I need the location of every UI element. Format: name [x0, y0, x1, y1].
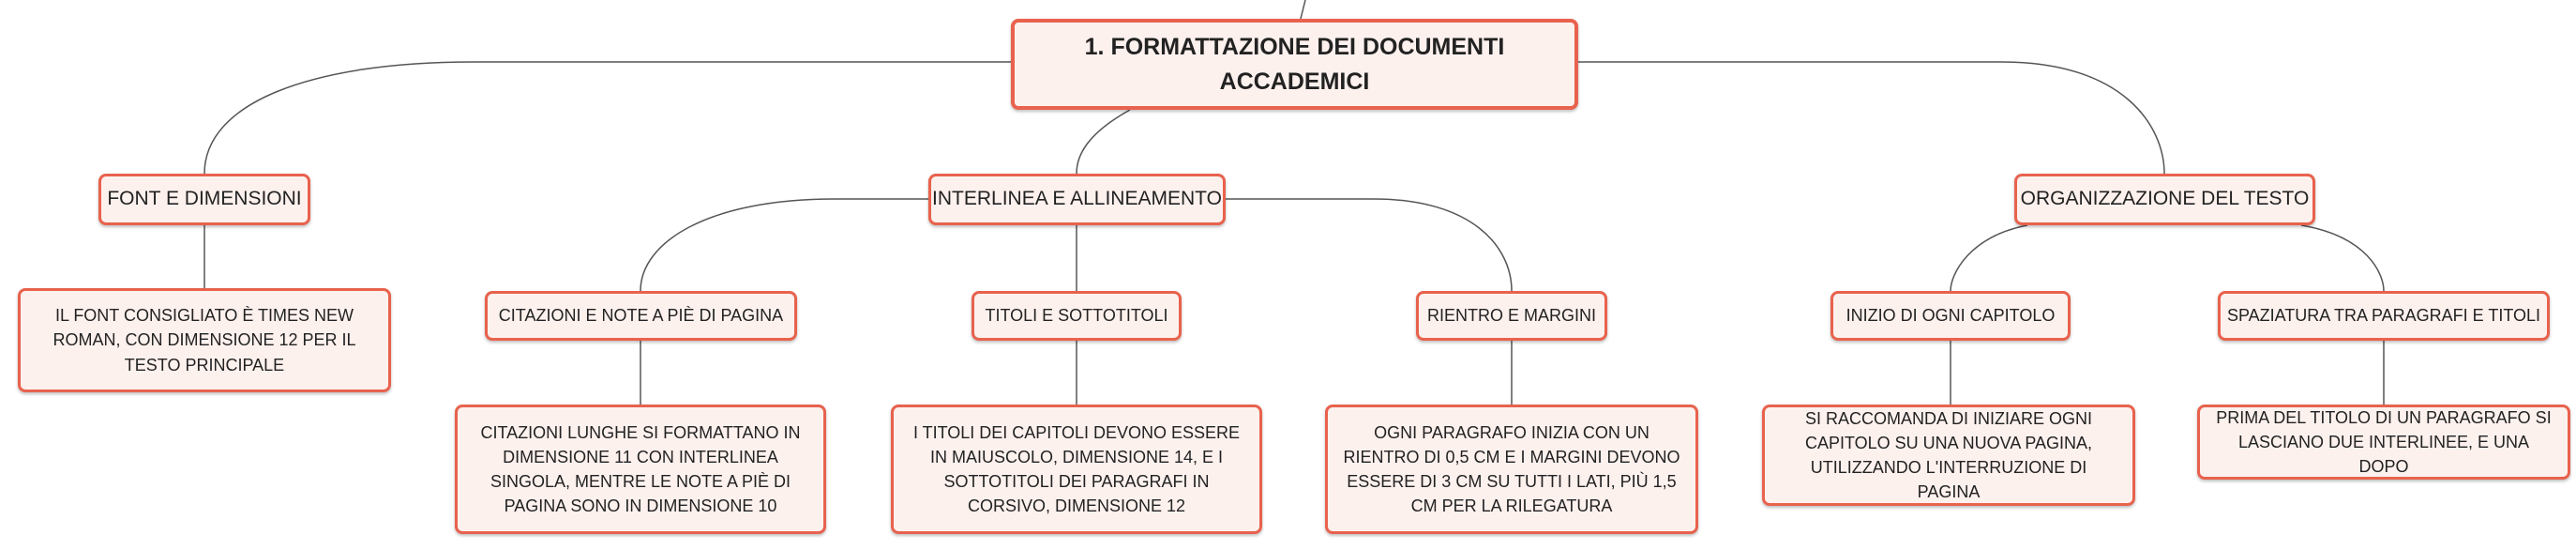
detail-text: IL FONT CONSIGLIATO È TIMES NEW ROMAN, CON DIMENSIONE 12 PER IL TESTO PRINCIPALE [53, 306, 356, 374]
detail-text: CITAZIONI LUNGHE SI FORMATTANO IN DIMENSIONE 11 CON INTERLINEA SINGOLA, MENTRE LE NOTE A PIÈ DI PAGINA SONO IN DIMENSIONE 10 [480, 422, 801, 516]
subtopic-label: TITOLI E SOTTOTITOLI [985, 306, 1168, 326]
subtopic-label: SPAZIATURA TRA PARAGRAFI E TITOLI [2226, 306, 2541, 326]
subtopic-titoli-e-sottotitoli[interactable] [972, 291, 1182, 341]
detail-titoli[interactable] [891, 405, 1262, 534]
detail-text: PRIMA DEL TITOLO DI UN PARAGRAFO SI LASCIANO DUE INTERLINEE, E UNA DOPO [2216, 407, 2552, 477]
subtopic-label: INIZIO DI OGNI CAPITOLO [1845, 306, 2056, 326]
detail-citazioni[interactable] [455, 405, 826, 534]
topic-interlinea-e-allineamento[interactable] [928, 174, 1226, 225]
subtopic-spaziatura[interactable] [2218, 291, 2550, 341]
subtopic-rientro-e-margini[interactable] [1416, 291, 1607, 341]
subtopic-label: RIENTRO E MARGINI [1426, 306, 1596, 326]
detail-text: OGNI PARAGRAFO INIZIA CON UN RIENTRO DI 0,5 CM E I MARGINI DEVONO ESSERE DI 3 CM SU TUTTI I LATI, PIÙ 1,5 CM PER LA RILEGATURA [1343, 422, 1680, 516]
connector-root-organizzazione [1578, 62, 2164, 174]
topic-label: ORGANIZZAZIONE DEL TESTO [2020, 188, 2310, 210]
topic-font-e-dimensioni[interactable] [98, 174, 310, 225]
detail-rientro[interactable] [1325, 405, 1698, 534]
connector-organizzazione-inizio [1951, 225, 2027, 291]
topic-label: INTERLINEA E ALLINEAMENTO [932, 188, 1222, 210]
root-label: 1. FORMATTAZIONE DEI DOCUMENTI ACCADEMICI [1084, 34, 1505, 95]
subtopic-label: CITAZIONI E NOTE A PIÈ DI PAGINA [498, 306, 784, 326]
subtopic-citazioni-e-note[interactable] [485, 291, 797, 341]
detail-text: I TITOLI DEI CAPITOLI DEVONO ESSERE IN MAIUSCOLO, DIMENSIONE 14, E I SOTTOTITOLI DEI PARAGRAFI IN CORSIVO, DIMENSIONE 12 [912, 422, 1241, 516]
detail-font[interactable] [18, 288, 391, 392]
connector-parent-root [1301, 0, 1305, 19]
detail-spaziatura[interactable] [2197, 405, 2570, 480]
root-node[interactable] [1011, 19, 1578, 110]
connector-root-interlinea [1077, 110, 1130, 174]
subtopic-inizio-capitolo[interactable] [1830, 291, 2071, 341]
detail-inizio[interactable] [1762, 405, 2135, 506]
topic-organizzazione-del-testo[interactable] [2014, 174, 2315, 225]
connector-organizzazione-spaziatura [2301, 225, 2384, 291]
connector-interlinea-citazioni [640, 199, 928, 291]
connector-interlinea-rientro [1226, 199, 1512, 291]
detail-text: SI RACCOMANDA DI INIZIARE OGNI CAPITOLO SU UNA NUOVA PAGINA, UTILIZZANDO L'INTERRUZIONE DI PAGINA [1804, 408, 2093, 502]
topic-label: FONT E DIMENSIONI [107, 188, 302, 210]
connector-root-font [204, 62, 1011, 174]
